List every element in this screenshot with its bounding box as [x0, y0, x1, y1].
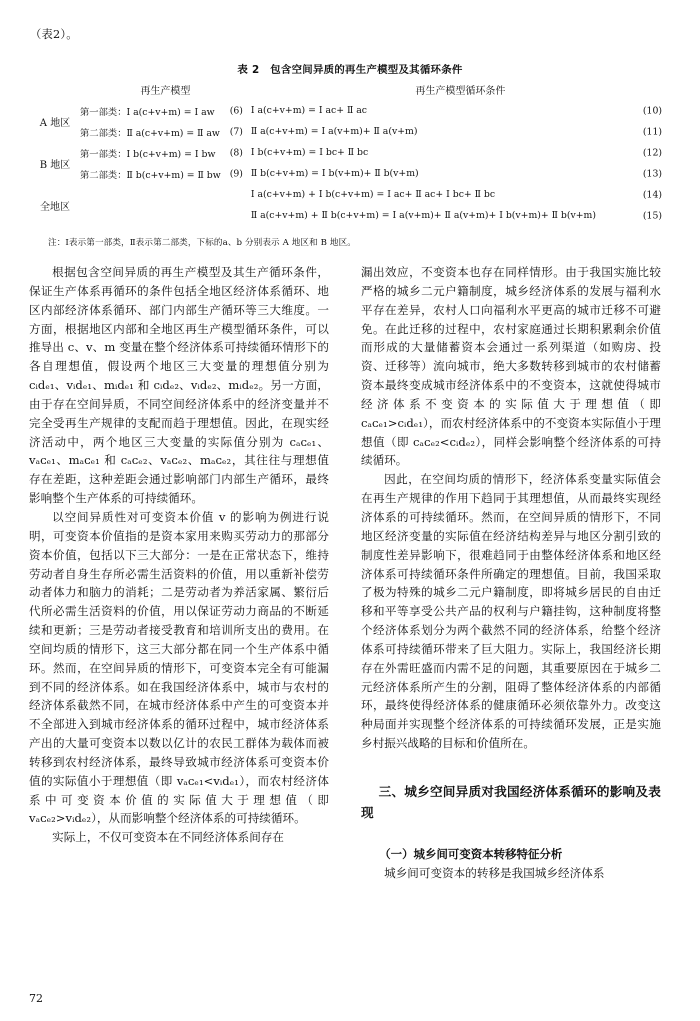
condition-cell	[251, 142, 670, 163]
paragraph: 因此，在空间均质的情形下，经济体系变量实际值会在再生产规律的作用下趋同于其理想值，从而最终实现经济体系的可持续循环。然而，在空间异质的情形下，不同地区经济变量的实际值在经济结构差异与地区分割引致的制度性差异影响下，很难趋同于由整体经济体系和地区经济体系可持续循环条件所确定的理想值。目前，我国采取了极为特殊的城乡二元户籍制度，即将城乡居民的自由迁移和平等享受公共产品的权利与户籍挂钩，这种制度将整个经济体系划分为两个截然不同的经济体系，给整个经济体系可持续循环带来了巨大阻力。实际上，我国经济长期存在外需旺盛而内需不足的问题，其重要原因在于城乡二元经济体系所产生的分割，阻碍了整体经济体系的内部循环，最终使得经济体系的健康循环必须依靠外力。改变这种局面并实现整个经济体系的可持续循环发展，正是实施乡村振兴战略的目标和价值所在。	[361, 472, 661, 751]
equation-number: (11)	[642, 126, 662, 137]
condition-formula: Ⅱ b(c+v+m) = Ⅰ b(v+m)+ Ⅱ b(v+m)	[250, 168, 419, 179]
reproduction-model-table	[30, 78, 670, 226]
table-row	[30, 142, 670, 163]
intro-line: （表2）。	[30, 28, 78, 41]
body-column-right	[361, 263, 661, 883]
equation-number: (6)	[229, 105, 243, 116]
paragraph: 城乡间可变资本的转移是我国城乡经济体系	[384, 865, 605, 880]
table-row	[30, 100, 670, 121]
table-note: 注：Ⅰ表示第一部类，Ⅱ表示第二部类，下标的a、b 分别表示 A 地区和 B 地区。	[48, 238, 356, 248]
equation-number: (12)	[642, 147, 662, 158]
condition-cell	[251, 121, 670, 142]
model-formula: 第二部类：Ⅱ b(c+v+m) = Ⅱ bw	[80, 169, 221, 181]
equation-number: (13)	[642, 168, 662, 179]
header-corner	[30, 78, 80, 100]
header-model: 再生产模型	[140, 85, 191, 97]
equation-number: (14)	[642, 189, 662, 200]
section-heading: 三、城乡空间异质对我国经济体系循环的影响及表现	[361, 783, 661, 820]
condition-formula: Ⅰ b(c+v+m) = Ⅰ bc+ Ⅱ bc	[250, 147, 369, 158]
table-row	[30, 184, 670, 205]
header-condition: 再生产模型循环条件	[415, 85, 506, 97]
equation-number: (10)	[642, 105, 662, 116]
equation-number: (8)	[229, 147, 243, 158]
table-row	[30, 163, 670, 184]
paragraph: 漏出效应，不变资本也存在同样情形。由于我国实施比较严格的城乡二元户籍制度，城乡经济体系的发展与福利水平存在差异，农村人口向福利水平更高的城市迁移不可避免。在此迁移的过程中，农村家庭通过长期积累剩余价值而形成的大量储蓄资本会通过一系列渠道（如购房、投资、迁移等）流向城市，绝大多数转移到城市的农村储蓄资本最终变成城市经济体系中的不变资本，这就使得城市经济体系不变资本的实际值大于理想值（即 cₐᴄₑ₁>cᵢdₑ₁），而农村经济体系中的不变资本实际值小于理想值（即 cₐᴄₑ₂<cᵢdₑ₂），同样会影响整个经济体系的可持续循环。	[361, 265, 661, 468]
table-caption: 表 2 包含空间异质的再生产模型及其循环条件	[237, 64, 463, 76]
table-row	[30, 121, 670, 142]
region-label-b: B 地区	[39, 159, 71, 171]
condition-cell	[251, 205, 670, 226]
model-formula: 第二部类：Ⅱ a(c+v+m) = Ⅱ aw	[80, 127, 220, 139]
table-header-row	[30, 78, 670, 100]
equation-number: (7)	[229, 126, 243, 137]
condition-cell	[251, 100, 670, 121]
model-formula: 第一部类：Ⅰ a(c+v+m) = Ⅰ aw	[80, 106, 215, 118]
model-cell-empty	[80, 184, 251, 226]
paragraph: 以空间异质性对可变资本价值 v 的影响为例进行说明，可变资本价值指的是资本家用来购买劳动力的那部分资本价值，包括以下三大部分：一是在正常状态下，维持劳动者自身生存所必需生活资料的价值，用以重新补偿劳动者体力和脑力的消耗；二是劳动者为养活家属、繁衍后代所必需生活资料的价值，用以保证劳动力商品的不断延续和更新；三是劳动者接受教育和培训所支出的费用。在空间均质的情形下，这三大部分都在同一个生产体系中循环。然而，在空间异质的情形下，可变资本完全有可能漏到不同的经济体系。如在我国经济体系中，城市与农村的经济体系截然不同，在城市经济体系中产生的可变资本并不全部进入到城市经济体系的循环过程中，城市经济体系产出的大量可变资本以数以亿计的农民工群体为载体而被转移到农村经济体系，最终导致城市经济体系可变资本价值的实际值小于理想值（即 vₐᴄₑ₁<vᵢdₑ₁），而农村经济体系中可变资本价值的实际值大于理想值（即 vₐᴄₑ₂>vᵢdₑ₂），从而影响整个经济体系的可持续循环。	[29, 509, 329, 826]
equation-number: (9)	[229, 168, 243, 179]
model-cell	[80, 163, 251, 184]
condition-formula: Ⅰ a(c+v+m) + Ⅰ b(c+v+m) = Ⅰ ac+ Ⅱ ac+ Ⅰ bc+ Ⅱ bc	[250, 189, 496, 200]
subsection-heading: （一）城乡间可变资本转移特征分析	[379, 846, 563, 861]
condition-cell	[251, 163, 670, 184]
model-cell	[80, 100, 251, 121]
paragraph: 根据包含空间异质的再生产模型及其生产循环条件，保证生产体系再循环的条件包括全地区经济体系循环、地区内部经济体系循环、部门内部生产循环等三大维度。一方面，根据地区内部和全地区再生产模型循环条件，可以推导出 c、v、m 变量在整个经济体系可持续循环情形下的各自理想值，假设两个地区三大变量的理想值分别为 cᵢdₑ₁、vᵢdₑ₁、mᵢdₑ₁ 和 cᵢdₑ₂、vᵢdₑ₂、mᵢdₑ₂。另一方面，由于存在空间异质，不同空间经济体系中的经济变量并不完全受再生产规律的支配而趋于理想值。因此，在现实经济活动中，两个地区三大变量的实际值分别为 cₐᴄₑ₁、vₐᴄₑ₁、mₐᴄₑ₁ 和 cₐᴄₑ₂、vₐᴄₑ₂、mₐᴄₑ₂，其往往与理想值存在差距，这种差距会通过影响部门内部生产循环，最终影响整个生产体系的可持续循环。	[29, 265, 329, 506]
condition-cell	[251, 184, 670, 205]
equation-number: (15)	[642, 210, 662, 221]
region-label-all: 全地区	[40, 201, 70, 213]
condition-formula: Ⅱ a(c+v+m) = Ⅰ a(v+m)+ Ⅱ a(v+m)	[250, 126, 418, 137]
model-formula: 第一部类：Ⅰ b(c+v+m) = Ⅰ bw	[80, 148, 216, 160]
condition-formula: Ⅱ a(c+v+m) + Ⅱ b(c+v+m) = Ⅰ a(v+m)+ Ⅱ a(v+m)+ Ⅰ b(v+m)+ Ⅱ b(v+m)	[250, 210, 596, 221]
body-column-left	[29, 263, 329, 847]
model-cell	[80, 121, 251, 142]
region-label-a: A 地区	[39, 117, 71, 129]
model-cell	[80, 142, 251, 163]
page-number: 72	[29, 992, 43, 1005]
paragraph: 实际上，不仅可变资本在不同经济体系间存在	[52, 830, 285, 845]
condition-formula: Ⅰ a(c+v+m) = Ⅰ ac+ Ⅱ ac	[250, 105, 367, 116]
